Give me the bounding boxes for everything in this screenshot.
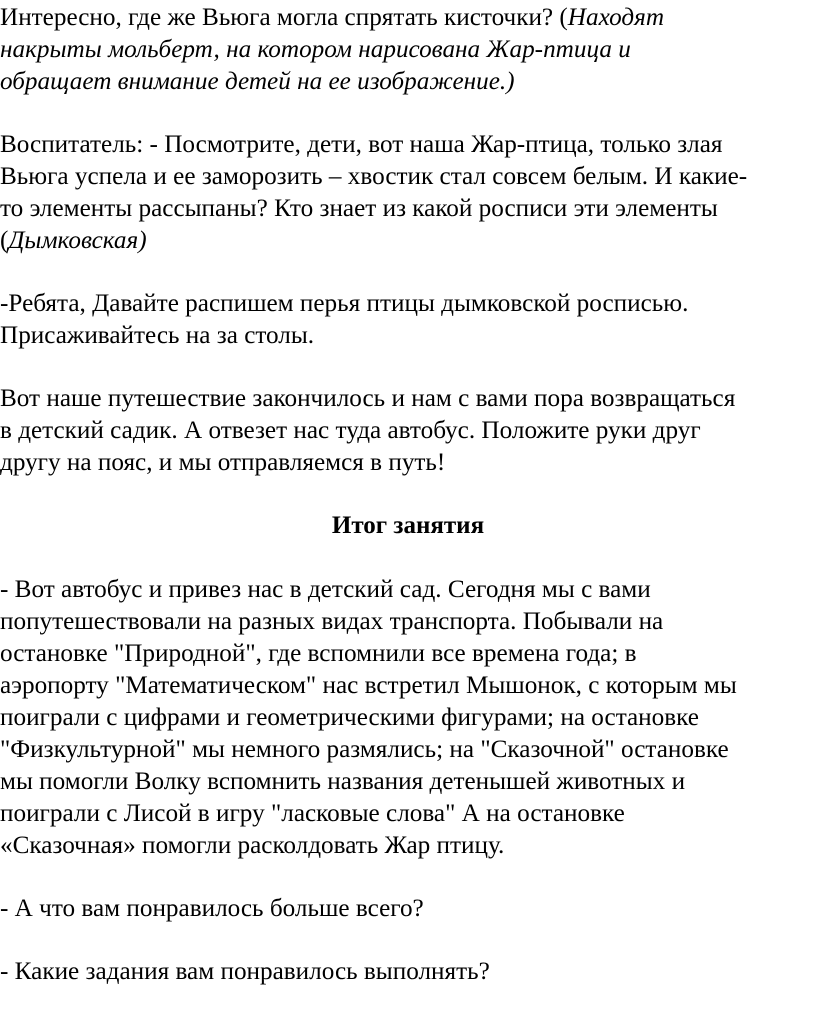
italic-text-line: накрыты мольберт, на котором нарисована Жар-птица и: [0, 36, 631, 63]
text-line: "Физкультурной" мы немного размялись; на "Сказочной" остановке: [0, 736, 729, 763]
text-run: Интересно, где же Вьюга могла спрятать кисточки? (: [0, 4, 568, 31]
text-line: [0, 225, 816, 257]
italic-text-line: обращает внимание детей на ее изображение.): [0, 68, 515, 95]
text-line: -Ребята, Давайте распишем перья птицы дымковской росписью.: [0, 290, 689, 317]
paragraph-painting: [0, 288, 816, 352]
question-favorite: [0, 893, 816, 925]
paragraph-summary: [0, 574, 816, 862]
italic-text-run: Находят: [567, 4, 665, 31]
text-line: Воспитатель: - Посмотрите, дети, вот наша Жар-птица, только злая: [0, 131, 723, 158]
text-line: «Сказочная» помогли расколдовать Жар птицу.: [0, 832, 505, 859]
section-heading: Итог занятия: [331, 512, 485, 539]
text-line: в детский садик. А отвезет нас туда автобус. Положите руки друг: [0, 417, 701, 444]
text-line: то элементы рассыпаны? Кто знает из какой росписи эти элементы: [0, 195, 718, 222]
question-tasks: [0, 956, 816, 988]
italic-text-run: Дымковская): [8, 227, 147, 254]
text-line: Присаживайтесь на за столы.: [0, 322, 315, 349]
text-run: (: [0, 227, 9, 254]
text-line: поиграли с цифрами и геометрическими фигурами; на остановке: [0, 704, 699, 731]
text-line: - Вот автобус и привез нас в детский сад. Сегодня мы с вами: [0, 576, 651, 603]
text-line: попутешествовали на разных видах транспорта. Побывали на: [0, 608, 664, 635]
paragraph-brushes: [0, 2, 816, 98]
text-line: - Какие задания вам понравилось выполнять?: [0, 958, 490, 985]
text-line: [0, 2, 816, 34]
text-line: остановке "Природной", где вспомнили все времена года; в: [0, 640, 637, 667]
text-line: мы помогли Волку вспомнить названия детенышей животных и: [0, 768, 686, 795]
text-line: поиграли с Лисой в игру "ласковые слова" А на остановке: [0, 800, 625, 827]
text-line: другу на пояс, и мы отправляемся в путь!: [0, 449, 446, 476]
text-line: аэропорту "Математическом" нас встретил Мышонок, с которым мы: [0, 672, 737, 699]
text-line: Вьюга успела и ее заморозить – хвостик стал совсем белым. И какие-: [0, 163, 748, 190]
paragraph-journey-end: [0, 383, 816, 479]
text-line: Вот наше путешествие закончилось и нам с вами пора возвращаться: [0, 385, 736, 412]
paragraph-teacher: [0, 129, 816, 257]
text-line: - А что вам понравилось больше всего?: [0, 895, 424, 922]
